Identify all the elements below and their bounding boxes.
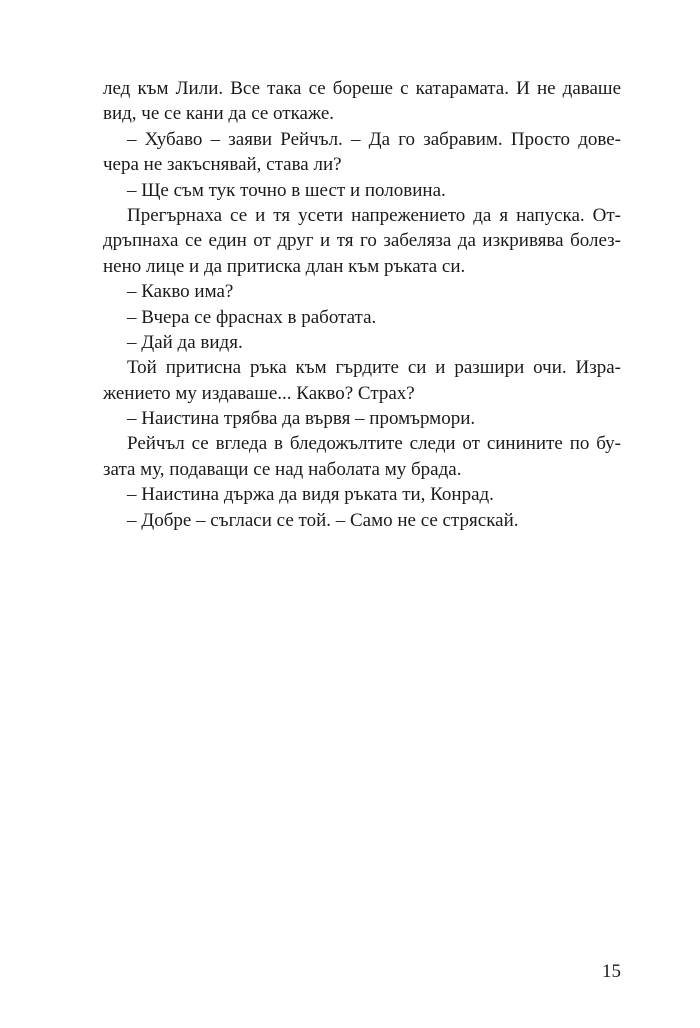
text-line: – Наистина трябва да вървя – промърмори. xyxy=(127,408,476,430)
page-number: 15 xyxy=(602,961,621,982)
text-line: – Какво има? xyxy=(127,281,234,303)
text-line: зата му, подаващи се над наболата му брада. xyxy=(103,458,462,480)
text-line: – Вчера се фраснах в работата. xyxy=(127,306,377,328)
text-line: Той притисна ръка към гърдите си и разшири очи. Изра- xyxy=(127,357,621,379)
text-line: – Хубаво – заяви Рейчъл. – Да го забравим. Просто дове- xyxy=(127,128,621,150)
text-line: вид, че се кани да се откаже. xyxy=(103,103,335,125)
text-line: Прегърнаха се и тя усети напрежението да я напуска. От- xyxy=(127,204,621,226)
text-line: Рейчъл се вгледа в бледожълтите следи от синините по бу- xyxy=(127,433,621,455)
text-line: лед към Лили. Все така се бореше с катарамата. И не даваше xyxy=(103,78,621,99)
text-line: – Наистина държа да видя ръката ти, Конрад. xyxy=(127,484,494,506)
text-line: – Добре – съгласи се той. – Само не се стряскай. xyxy=(127,509,519,531)
text-line: нено лице и да притиска длан към ръката си. xyxy=(103,255,466,277)
text-line: – Ще съм тук точно в шест и половина. xyxy=(127,179,446,201)
text-line: жението му издаваше... Какво? Страх? xyxy=(103,382,415,404)
text-line: дръпнаха се един от друг и тя го забеляза да изкривява болез- xyxy=(103,230,621,252)
text-line: – Дай да видя. xyxy=(127,331,243,353)
text-line: чера не закъснявай, става ли? xyxy=(103,154,342,176)
body-text xyxy=(103,76,621,533)
